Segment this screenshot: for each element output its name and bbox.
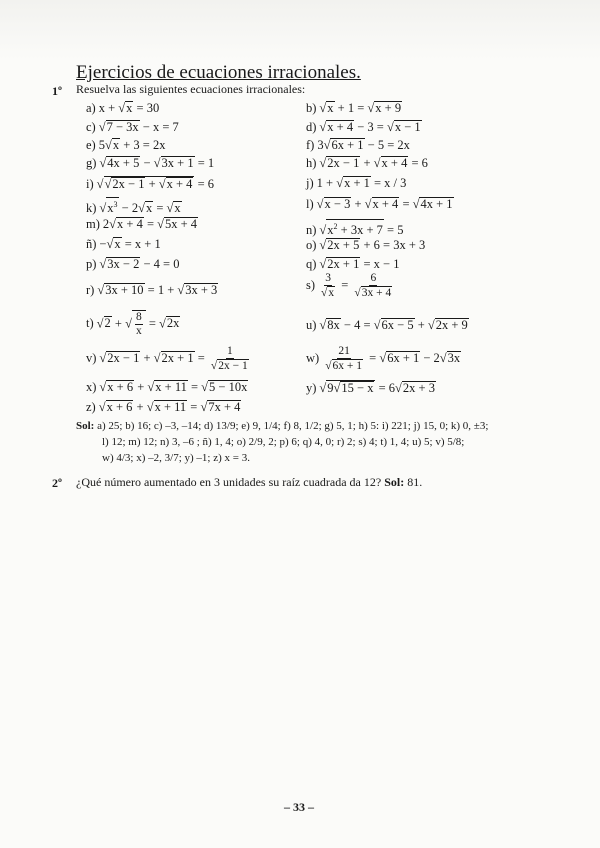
page-title: Ejercicios de ecuaciones irracionales. (76, 62, 361, 83)
exercise-l: l) √x − 3 + √x + 4 = √4x + 1 (306, 197, 453, 211)
exercise-u: u) √8x − 4 = √6x − 5 + √2x + 9 (306, 318, 468, 332)
exercise-w: w) $\frac{21}{√6x + 1}$ = √6x + 1 − 2√3x (306, 345, 461, 372)
exercise-x: x) √x + 6 + √x + 11 = √5 − 10x (86, 380, 248, 394)
solutions-line-1: a) 25; b) 16; c) –3, –14; d) 13/9; e) 9, 1/4; f) 8, 1/2; g) 5, 1; h) 5: i) 221; j) 15, 0; k) 0, ±3; (97, 420, 489, 432)
section-1-number: 1º (52, 84, 62, 98)
section-2-solution-label: Sol: (384, 475, 405, 489)
exercise-d: d) √x + 4 − 3 = √x − 1 (306, 120, 421, 134)
solutions-line-2: l) 12; m) 12; n) 3, –6 ; ñ) 1, 4; o) 2/9, 2; p) 6; q) 4, 0; r) 2; s) 4; t) 1, 4; u) 5; v) 5/8; (102, 436, 465, 448)
exercise-z: z) √x + 6 + √x + 11 = √7x + 4 (86, 400, 241, 414)
solutions-block (76, 418, 546, 466)
exercise-e: e) 5√x + 3 = 2x (86, 138, 166, 152)
exercise-q: q) √2x + 1 = x − 1 (306, 257, 400, 271)
exercise-k: k) $√x^3 - 2√x = √x$ (86, 197, 182, 215)
exercise-t: t) √2 + √ $\frac{8}{x}$ = √2x (86, 311, 180, 337)
solutions-line-3: w) 4/3; x) –2, 3/7; y) –1; z) x = 3. (102, 452, 250, 464)
scan-shadow (0, 0, 600, 60)
page-number: – 33 – (284, 800, 314, 814)
exercise-ene: ñ) −√x = x + 1 (86, 237, 161, 251)
section-2-question: ¿Qué número aumentado en 3 unidades su raíz cuadrada da 12? (76, 475, 382, 489)
exercise-o: o) √2x + 5 + 6 = 3x + 3 (306, 238, 426, 252)
solutions-label: Sol: (76, 420, 95, 432)
exercise-s: s) $\frac{3}{√x}$ = $\frac{6}{√3x + 4}$ (306, 272, 392, 299)
exercise-h: h) √2x − 1 + √x + 4 = 6 (306, 156, 428, 170)
exercise-a: a) x + √x = 30 (86, 101, 160, 115)
exercise-n: n) $√x^2 + 3x + 7 = 5$ (306, 219, 403, 237)
section-1-instruction: Resuelva las siguientes ecuaciones irracionales: (76, 82, 306, 96)
exercise-f: f) 3√6x + 1 − 5 = 2x (306, 138, 410, 152)
section-2-question-line (76, 475, 422, 490)
section-2-solution-value: 81. (407, 475, 423, 489)
exercise-m: m) 2√x + 4 = √5x + 4 (86, 217, 198, 231)
exercise-v: v) √2x − 1 + √2x + 1 = $\frac{1}{√2x - 1}$ (86, 345, 248, 372)
exercise-r: r) √3x + 10 = 1 + √3x + 3 (86, 283, 218, 297)
exercise-i: i) √√2x − 1 + √x + 4 = 6 (86, 177, 214, 191)
exercise-g: g) √4x + 5 − √3x + 1 = 1 (86, 156, 215, 170)
exercise-y: y) √9√15 − x = 6√2x + 3 (306, 381, 435, 395)
exercise-p: p) √3x − 2 − 4 = 0 (86, 257, 180, 271)
exercise-c: c) √7 − 3x − x = 7 (86, 120, 179, 134)
exercise-b: b) √x + 1 = √x + 9 (306, 101, 402, 115)
section-2-number: 2º (52, 476, 62, 490)
exercise-j: j) 1 + √x + 1 = x / 3 (306, 176, 407, 190)
